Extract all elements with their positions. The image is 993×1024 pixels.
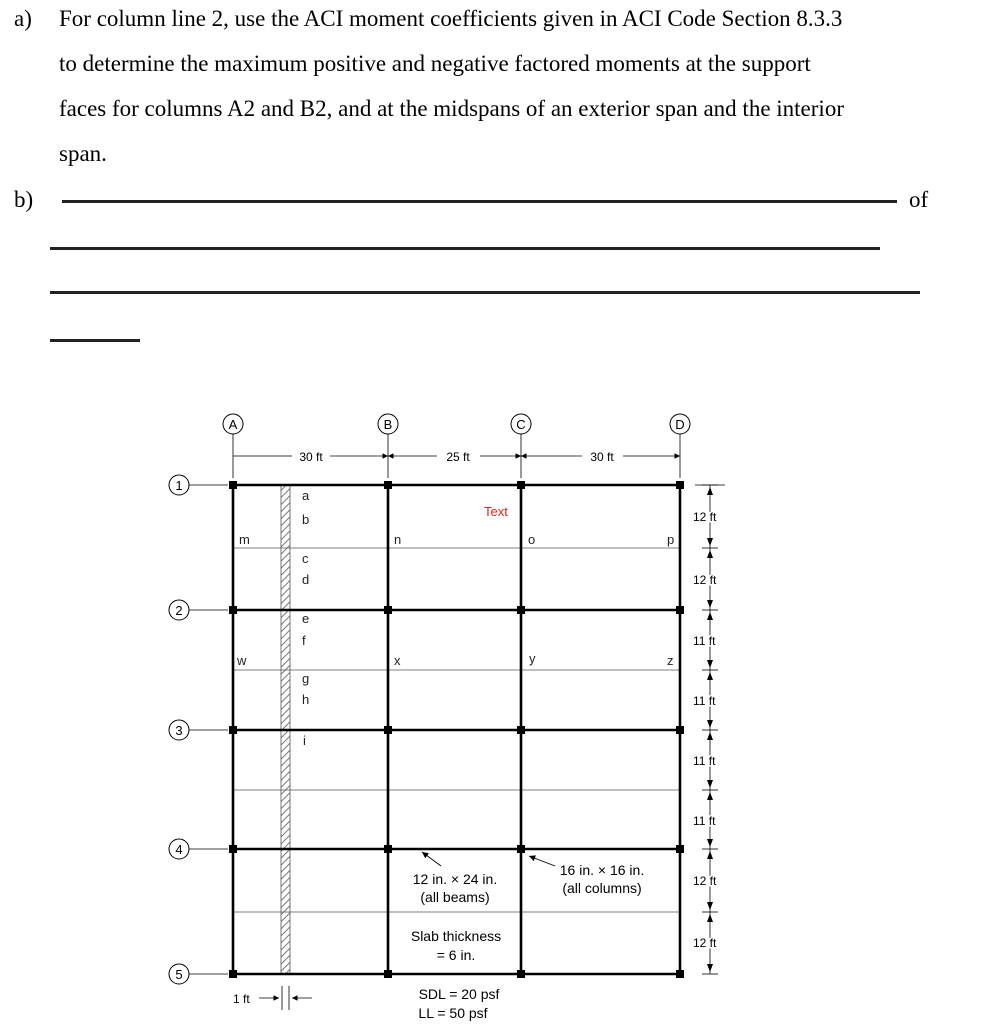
svg-text:3: 3 — [175, 723, 183, 738]
vertical-dimensions — [693, 485, 725, 974]
beam-note — [413, 852, 497, 905]
svg-text:1: 1 — [175, 478, 183, 493]
svg-text:a: a — [302, 488, 310, 503]
column-bubble-c — [511, 414, 531, 478]
svg-text:e: e — [302, 611, 310, 626]
svg-text:c: c — [302, 551, 309, 566]
span-dim-ab: 30 ft — [299, 450, 323, 464]
svg-text:g: g — [302, 671, 310, 686]
svg-text:4: 4 — [175, 842, 183, 857]
question-a-label: a) — [14, 6, 32, 31]
svg-text:p: p — [667, 532, 675, 547]
column-bubble-d — [670, 414, 690, 478]
svg-text:= 6 in.: = 6 in. — [436, 947, 476, 963]
svg-text:i: i — [303, 733, 306, 748]
svg-text:w: w — [237, 653, 247, 668]
svg-text:LL = 50 psf: LL = 50 psf — [418, 1005, 488, 1021]
svg-text:f: f — [302, 633, 306, 648]
svg-text:z: z — [667, 653, 674, 668]
svg-text:11 ft: 11 ft — [693, 754, 716, 768]
svg-text:b: b — [302, 512, 310, 527]
column-note — [529, 856, 644, 896]
svg-text:SDL = 20 psf: SDL = 20 psf — [418, 986, 500, 1002]
svg-text:1 ft: 1 ft — [233, 992, 250, 1006]
slab-note — [411, 928, 501, 963]
question-a-line-3: faces for columns A2 and B2, and at the midspans of an exterior span and the interior — [59, 96, 844, 121]
strip-letters — [302, 488, 310, 748]
svg-text:11 ft: 11 ft — [693, 694, 716, 708]
svg-text:5: 5 — [175, 967, 183, 982]
svg-text:16 in. × 16 in.: 16 in. × 16 in. — [559, 862, 645, 878]
svg-text:d: d — [302, 572, 310, 587]
question-a-line-4: span. — [59, 141, 107, 166]
row-bubble-1 — [169, 475, 228, 495]
row-bubble-4 — [169, 839, 228, 859]
question-a-line-1: For column line 2, use the ACI moment coefficients given in ACI Code Section 8.3.3 — [59, 6, 843, 31]
svg-text:12 ft: 12 ft — [693, 510, 717, 524]
span-dimensions — [233, 450, 680, 464]
row-bubble-5 — [169, 964, 228, 984]
row-bubble-2 — [169, 600, 228, 620]
svg-text:12 ft: 12 ft — [693, 573, 717, 587]
svg-text:12 in. × 24 in.: 12 in. × 24 in. — [412, 871, 498, 887]
red-text-label: Text — [484, 504, 508, 519]
span-dim-bc: 25 ft — [446, 450, 470, 464]
svg-text:2: 2 — [175, 603, 183, 618]
svg-text:o: o — [528, 532, 536, 547]
question-b-tail: of — [909, 187, 929, 212]
svg-text:B: B — [383, 417, 393, 432]
span-dim-cd: 30 ft — [590, 450, 614, 464]
svg-text:(all beams): (all beams) — [420, 889, 490, 905]
svg-text:D: D — [675, 417, 685, 432]
row-bubble-3 — [169, 720, 228, 740]
svg-text:Slab thickness: Slab thickness — [410, 928, 502, 944]
svg-text:12 ft: 12 ft — [693, 936, 717, 950]
load-note — [418, 986, 499, 1021]
column-bubble-b — [378, 414, 398, 478]
svg-text:m: m — [239, 532, 250, 547]
svg-text:11 ft: 11 ft — [693, 814, 716, 828]
question-b-label: b) — [14, 187, 34, 212]
svg-text:12 ft: 12 ft — [693, 874, 717, 888]
svg-text:n: n — [394, 532, 402, 547]
svg-text:h: h — [302, 692, 310, 707]
svg-text:11 ft: 11 ft — [693, 634, 716, 648]
svg-text:C: C — [516, 417, 526, 432]
svg-text:x: x — [394, 653, 401, 668]
svg-text:(all columns): (all columns) — [562, 880, 642, 896]
svg-text:y: y — [529, 651, 536, 666]
column-bubble-a — [223, 414, 243, 478]
svg-text:A: A — [228, 417, 238, 432]
question-a-line-2: to determine the maximum positive and negative factored moments at the support — [59, 51, 811, 76]
strip-width-dimension — [233, 986, 312, 1010]
